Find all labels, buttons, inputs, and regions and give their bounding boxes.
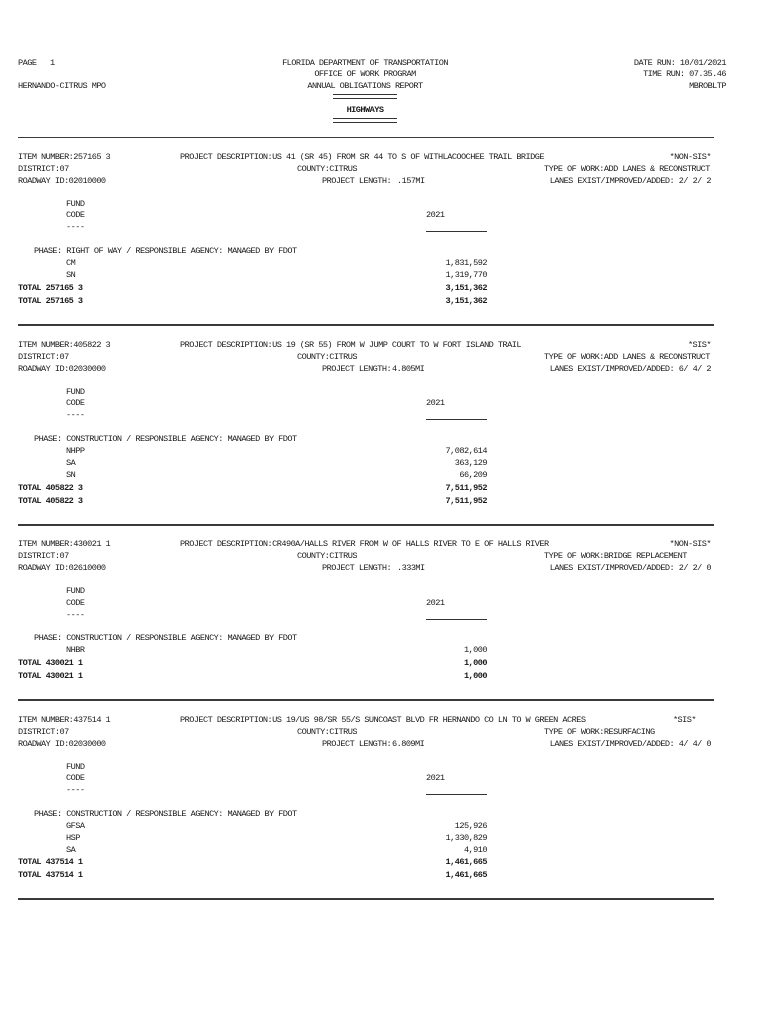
- code-label: CODE: [66, 398, 85, 408]
- code-underline: ----: [66, 410, 85, 420]
- project-length: .157MI: [397, 176, 425, 186]
- county: COUNTY:CITRUS: [297, 164, 357, 174]
- item-total-label: TOTAL 405822 3: [18, 483, 83, 493]
- fiscal-year: 2021: [426, 773, 445, 783]
- project-description: PROJECT DESCRIPTION:CR490A/HALLS RIVER FROM W OF HALLS RIVER TO E OF HALLS RIVER: [180, 539, 549, 549]
- code-label: CODE: [66, 210, 85, 220]
- fund-amount: 1,831,592: [445, 258, 487, 268]
- work-type: TYPE OF WORK:ADD LANES & RECONSTRUCT: [544, 164, 710, 174]
- code-underline: ----: [66, 785, 85, 795]
- project-description: PROJECT DESCRIPTION:US 19 (SR 55) FROM W JUMP COURT TO W FORT ISLAND TRAIL: [180, 340, 521, 350]
- roadway-id: ROADWAY ID:02030000: [18, 739, 106, 749]
- project-length-label: PROJECT LENGTH:: [322, 176, 392, 186]
- fund-label: FUND: [66, 762, 85, 772]
- fund-code: SA: [66, 845, 76, 855]
- lanes: LANES EXIST/IMPROVED/ADDED: 2/ 2/ 2: [549, 176, 711, 186]
- lanes: LANES EXIST/IMPROVED/ADDED: 2/ 2/ 0: [549, 563, 711, 573]
- lanes: LANES EXIST/IMPROVED/ADDED: 6/ 4/ 2: [549, 364, 711, 374]
- item-total-label: TOTAL 257165 3: [18, 283, 83, 293]
- fund-label: FUND: [66, 586, 85, 596]
- category-underline: [333, 118, 397, 123]
- project-length: 6.809MI: [392, 739, 425, 749]
- year-underline: [426, 419, 487, 420]
- phase-line: PHASE: CONSTRUCTION / RESPONSIBLE AGENCY: MANAGED BY FDOT: [34, 633, 297, 643]
- section-rule: [18, 699, 714, 701]
- header-rule: [18, 137, 714, 138]
- sis-status: *NON-SIS*: [669, 152, 711, 162]
- fiscal-year: 2021: [426, 398, 445, 408]
- district: DISTRICT:07: [18, 352, 69, 362]
- fund-code: NHBR: [66, 645, 85, 655]
- item-total-amount: 1,000: [463, 671, 487, 681]
- office-name: OFFICE OF WORK PROGRAM: [314, 69, 416, 79]
- section-rule: [18, 524, 714, 526]
- county: COUNTY:CITRUS: [297, 551, 357, 561]
- section-rule: [18, 324, 714, 326]
- fund-amount: 7,082,614: [445, 446, 487, 456]
- page-label: PAGE: [18, 58, 37, 68]
- fund-code: SN: [66, 270, 76, 280]
- fund-amount: 1,000: [463, 645, 487, 655]
- county: COUNTY:CITRUS: [297, 727, 357, 737]
- item-number: ITEM NUMBER:430021 1: [18, 539, 111, 549]
- fund-code: HSP: [66, 833, 80, 843]
- page-number: 1: [50, 58, 55, 68]
- fund-amount: 66,209: [459, 470, 487, 480]
- roadway-id: ROADWAY ID:02030000: [18, 364, 106, 374]
- item-total-label: TOTAL 437514 1: [18, 857, 83, 867]
- item-total-label: TOTAL 257165 3: [18, 296, 83, 306]
- sis-status: *SIS*: [672, 715, 696, 725]
- year-underline: [426, 619, 487, 620]
- project-length-label: PROJECT LENGTH:: [322, 364, 392, 374]
- item-total-label: TOTAL 437514 1: [18, 870, 83, 880]
- project-description: PROJECT DESCRIPTION:US 41 (SR 45) FROM SR 44 TO S OF WITHLACOOCHEE TRAIL BRIDGE: [180, 152, 544, 162]
- fund-label: FUND: [66, 387, 85, 397]
- fund-code: SN: [66, 470, 76, 480]
- district: DISTRICT:07: [18, 551, 69, 561]
- item-total-amount: 3,151,362: [445, 283, 487, 293]
- item-total-amount: 7,511,952: [445, 483, 487, 493]
- district: DISTRICT:07: [18, 727, 69, 737]
- date-run: DATE RUN: 10/01/2021: [633, 58, 726, 68]
- section-rule: [18, 898, 714, 900]
- county: COUNTY:CITRUS: [297, 352, 357, 362]
- fund-amount: 4,910: [463, 845, 487, 855]
- fiscal-year: 2021: [426, 598, 445, 608]
- title-underline: [333, 94, 397, 99]
- fund-amount: 1,319,770: [445, 270, 487, 280]
- item-total-amount: 7,511,952: [445, 496, 487, 506]
- phase-line: PHASE: CONSTRUCTION / RESPONSIBLE AGENCY: MANAGED BY FDOT: [34, 434, 297, 444]
- report-title: ANNUAL OBLIGATIONS REPORT: [307, 81, 423, 91]
- sis-status: *SIS*: [687, 340, 711, 350]
- item-total-amount: 1,461,665: [445, 857, 487, 867]
- fund-code: SA: [66, 458, 76, 468]
- fund-code: NHPP: [66, 446, 85, 456]
- item-number: ITEM NUMBER:405822 3: [18, 340, 111, 350]
- category-heading: HIGHWAYS: [346, 105, 384, 115]
- item-total-amount: 3,151,362: [445, 296, 487, 306]
- code-label: CODE: [66, 773, 85, 783]
- phase-line: PHASE: RIGHT OF WAY / RESPONSIBLE AGENCY: MANAGED BY FDOT: [34, 246, 297, 256]
- project-length-label: PROJECT LENGTH:: [322, 563, 392, 573]
- project-length: 4.805MI: [392, 364, 425, 374]
- work-type: TYPE OF WORK:RESURFACING: [544, 727, 655, 737]
- lanes: LANES EXIST/IMPROVED/ADDED: 4/ 4/ 0: [549, 739, 711, 749]
- fund-amount: 363,129: [454, 458, 487, 468]
- item-total-amount: 1,000: [463, 658, 487, 668]
- code-underline: ----: [66, 610, 85, 620]
- fiscal-year: 2021: [426, 210, 445, 220]
- project-length: .333MI: [397, 563, 425, 573]
- item-total-label: TOTAL 405822 3: [18, 496, 83, 506]
- year-underline: [426, 794, 487, 795]
- code-underline: ----: [66, 222, 85, 232]
- project-description: PROJECT DESCRIPTION:US 19/US 98/SR 55/S SUNCOAST BLVD FR HERNANDO CO LN TO W GREEN ACRES: [180, 715, 586, 725]
- agency-name: FLORIDA DEPARTMENT OF TRANSPORTATION: [282, 58, 448, 68]
- item-number: ITEM NUMBER:437514 1: [18, 715, 111, 725]
- district: DISTRICT:07: [18, 164, 69, 174]
- fund-code: CM: [66, 258, 76, 268]
- project-length-label: PROJECT LENGTH:: [322, 739, 392, 749]
- phase-line: PHASE: CONSTRUCTION / RESPONSIBLE AGENCY: MANAGED BY FDOT: [34, 809, 297, 819]
- code-label: CODE: [66, 598, 85, 608]
- fund-code: GFSA: [66, 821, 85, 831]
- roadway-id: ROADWAY ID:02010000: [18, 176, 106, 186]
- fund-amount: 1,330,829: [445, 833, 487, 843]
- year-underline: [426, 231, 487, 232]
- item-total-label: TOTAL 430021 1: [18, 671, 83, 681]
- fund-label: FUND: [66, 199, 85, 209]
- item-total-amount: 1,461,665: [445, 870, 487, 880]
- time-run: TIME RUN: 07.35.46: [643, 69, 726, 79]
- sis-status: *NON-SIS*: [669, 539, 711, 549]
- fund-amount: 125,926: [454, 821, 487, 831]
- item-total-label: TOTAL 430021 1: [18, 658, 83, 668]
- roadway-id: ROADWAY ID:02610000: [18, 563, 106, 573]
- report-id: MBROBLTP: [689, 81, 726, 91]
- work-type: TYPE OF WORK:BRIDGE REPLACEMENT: [544, 551, 687, 561]
- item-number: ITEM NUMBER:257165 3: [18, 152, 111, 162]
- mpo-name: HERNANDO-CITRUS MPO: [18, 81, 106, 91]
- work-type: TYPE OF WORK:ADD LANES & RECONSTRUCT: [544, 352, 710, 362]
